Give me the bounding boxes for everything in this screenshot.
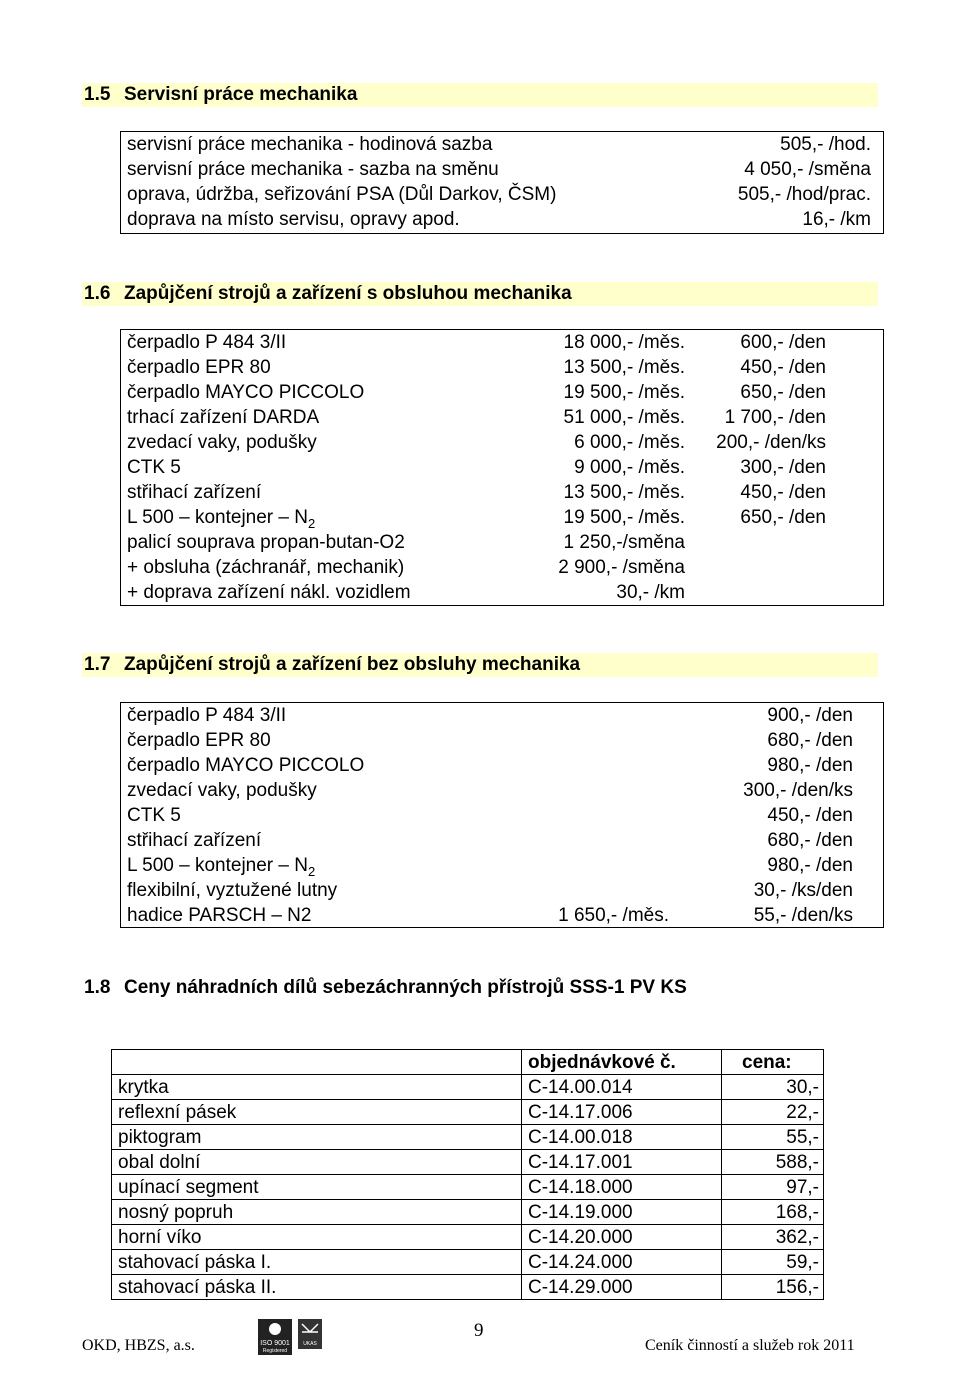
footer-company: OKD, HBZS, a.s. bbox=[82, 1337, 195, 1354]
section-title: Zapůjčení strojů a zařízení bez obsluhy mechanika bbox=[124, 654, 581, 675]
table-row bbox=[121, 505, 883, 530]
daily-price: 980,- /den bbox=[767, 755, 853, 776]
item-label bbox=[127, 580, 411, 605]
table-row bbox=[121, 405, 883, 430]
section-number: 1.8 bbox=[84, 977, 111, 998]
item-label-text: + doprava zařízení nákl. vozidlem bbox=[127, 582, 411, 603]
item-label-text: zvedací vaky, podušky bbox=[127, 432, 317, 453]
section-number: 1.7 bbox=[84, 654, 111, 675]
part-name: stahovací páska I. bbox=[112, 1250, 522, 1275]
part-price: 55,- bbox=[722, 1125, 824, 1150]
item-label bbox=[127, 405, 319, 430]
table-row bbox=[121, 355, 883, 380]
item-label bbox=[127, 330, 286, 355]
item-label-text: L 500 – kontejner – N bbox=[127, 507, 308, 528]
part-code: C-14.19.000 bbox=[522, 1200, 722, 1225]
table-row bbox=[121, 207, 883, 232]
part-code: C-14.00.018 bbox=[522, 1125, 722, 1150]
part-name: stahovací páska II. bbox=[112, 1275, 522, 1300]
item-label bbox=[127, 778, 317, 803]
service-label: servisní práce mechanika - sazba na směnu bbox=[127, 159, 499, 180]
table-row bbox=[121, 828, 883, 853]
header-code: objednávkové č. bbox=[522, 1050, 722, 1075]
item-label bbox=[127, 380, 364, 405]
section-1-8-header bbox=[82, 976, 878, 1000]
item-label-text: čerpadlo EPR 80 bbox=[127, 357, 271, 378]
item-label-subscript: 2 bbox=[307, 515, 316, 531]
item-label bbox=[127, 455, 181, 480]
section-title: Ceny náhradních dílů sebezáchranných přístrojů SSS-1 PV KS bbox=[124, 977, 687, 998]
part-price: 168,- bbox=[722, 1200, 824, 1225]
item-label-text: L 500 – kontejner – N bbox=[127, 855, 308, 876]
daily-price: 650,- /den bbox=[740, 382, 826, 403]
table-row bbox=[121, 778, 883, 803]
daily-price: 30,- /ks/den bbox=[753, 880, 853, 901]
item-label bbox=[127, 878, 337, 903]
item-label-text: čerpadlo EPR 80 bbox=[127, 730, 271, 751]
item-label-text: čerpadlo P 484 3/II bbox=[127, 332, 287, 353]
page-number: 9 bbox=[474, 1320, 484, 1341]
monthly-price: 6 000,- /měs. bbox=[574, 432, 685, 453]
table-row bbox=[121, 132, 883, 157]
item-label bbox=[127, 480, 261, 505]
part-code: C-14.29.000 bbox=[522, 1275, 722, 1300]
item-label-text: zvedací vaky, podušky bbox=[127, 780, 317, 801]
monthly-price: 13 500,- /měs. bbox=[563, 357, 685, 378]
daily-price: 450,- /den bbox=[740, 357, 826, 378]
item-label-text: trhací zařízení DARDA bbox=[127, 407, 320, 428]
daily-price: 450,- /den bbox=[767, 805, 853, 826]
daily-price: 1 700,- /den bbox=[724, 407, 826, 428]
section-1-5-header bbox=[82, 83, 878, 107]
table-row bbox=[112, 1100, 824, 1125]
table-row bbox=[121, 380, 883, 405]
monthly-price: 1 650,- /měs. bbox=[558, 905, 669, 926]
footer-document-title: Ceník činností a služeb rok 2011 bbox=[645, 1337, 855, 1354]
part-name: upínací segment bbox=[112, 1175, 522, 1200]
table-row bbox=[121, 182, 883, 207]
part-name: reflexní pásek bbox=[112, 1100, 522, 1125]
item-label bbox=[127, 753, 364, 778]
monthly-price: 19 500,- /měs. bbox=[563, 382, 685, 403]
part-code: C-14.17.001 bbox=[522, 1150, 722, 1175]
table-row bbox=[121, 480, 883, 505]
item-label-text: čerpadlo P 484 3/II bbox=[127, 705, 287, 726]
daily-price: 200,- /den/ks bbox=[716, 432, 826, 453]
item-label-text: čerpadlo MAYCO PICCOLO bbox=[127, 382, 365, 403]
item-label bbox=[127, 555, 404, 580]
table-row bbox=[121, 455, 883, 480]
monthly-price: 13 500,- /měs. bbox=[563, 482, 685, 503]
table-row bbox=[121, 330, 883, 355]
monthly-price: 30,- /km bbox=[616, 582, 685, 603]
part-code: C-14.00.014 bbox=[522, 1075, 722, 1100]
table-row bbox=[112, 1125, 824, 1150]
item-label bbox=[127, 703, 286, 728]
daily-price: 680,- /den bbox=[767, 730, 853, 751]
item-label-text: palicí souprava propan-butan-O2 bbox=[127, 532, 405, 553]
service-price: 505,- /hod. bbox=[780, 134, 871, 155]
monthly-price: 9 000,- /měs. bbox=[574, 457, 685, 478]
logo-iso-text: ISO 9001 bbox=[260, 1340, 290, 1347]
table-row bbox=[121, 853, 883, 878]
part-code: C-14.20.000 bbox=[522, 1225, 722, 1250]
logo-ukas-text: UKAS bbox=[303, 1341, 317, 1347]
service-label: servisní práce mechanika - hodinová sazba bbox=[127, 134, 493, 155]
monthly-price: 19 500,- /měs. bbox=[563, 507, 685, 528]
table-row bbox=[121, 878, 883, 903]
item-label-text: CTK 5 bbox=[127, 805, 181, 826]
part-price: 588,- bbox=[722, 1150, 824, 1175]
table-row bbox=[112, 1275, 824, 1300]
item-label-text: hadice PARSCH – N2 bbox=[127, 905, 312, 926]
item-label bbox=[127, 530, 405, 555]
service-price: 505,- /hod/prac. bbox=[737, 184, 871, 205]
part-name: horní víko bbox=[112, 1225, 522, 1250]
logo-registered-text: Registered bbox=[262, 1348, 288, 1354]
table-row bbox=[112, 1200, 824, 1225]
rental-with-operator-table bbox=[120, 329, 884, 606]
table-row bbox=[112, 1225, 824, 1250]
daily-price: 980,- /den bbox=[767, 855, 853, 876]
item-label bbox=[127, 728, 271, 753]
part-price: 30,- bbox=[722, 1075, 824, 1100]
item-label-text: střihací zařízení bbox=[127, 482, 262, 503]
header-label bbox=[112, 1050, 522, 1075]
table-row bbox=[121, 580, 883, 605]
item-label-text: CTK 5 bbox=[127, 457, 181, 478]
header-price: cena: bbox=[722, 1050, 824, 1075]
table-row bbox=[112, 1150, 824, 1175]
section-title: Servisní práce mechanika bbox=[124, 84, 358, 105]
table-row bbox=[121, 555, 883, 580]
monthly-price: 2 900,- /směna bbox=[558, 557, 685, 578]
daily-price: 680,- /den bbox=[767, 830, 853, 851]
section-1-6-header bbox=[82, 282, 878, 306]
part-code: C-14.18.000 bbox=[522, 1175, 722, 1200]
item-label-text: čerpadlo MAYCO PICCOLO bbox=[127, 755, 365, 776]
monthly-price: 18 000,- /měs. bbox=[563, 332, 685, 353]
item-label bbox=[127, 903, 311, 928]
monthly-price: 51 000,- /měs. bbox=[563, 407, 685, 428]
spare-parts-table bbox=[111, 1049, 824, 1300]
part-price: 156,- bbox=[722, 1275, 824, 1300]
table-row bbox=[112, 1075, 824, 1100]
item-label bbox=[127, 430, 317, 455]
table-row bbox=[121, 157, 883, 182]
part-price: 59,- bbox=[722, 1250, 824, 1275]
service-label: doprava na místo servisu, opravy apod. bbox=[127, 209, 460, 230]
service-table bbox=[120, 131, 884, 234]
section-number: 1.5 bbox=[84, 84, 111, 105]
part-price: 362,- bbox=[722, 1225, 824, 1250]
table-row bbox=[121, 530, 883, 555]
table-row bbox=[121, 803, 883, 828]
iso-certification-logo bbox=[258, 1318, 328, 1360]
table-row bbox=[121, 753, 883, 778]
part-name: piktogram bbox=[112, 1125, 522, 1150]
table-header-row bbox=[112, 1050, 824, 1075]
daily-price: 650,- /den bbox=[740, 507, 826, 528]
part-name: obal dolní bbox=[112, 1150, 522, 1175]
daily-price: 300,- /den/ks bbox=[743, 780, 853, 801]
daily-price: 900,- /den bbox=[767, 705, 853, 726]
daily-price: 300,- /den bbox=[740, 457, 826, 478]
daily-price: 600,- /den bbox=[740, 332, 826, 353]
part-name: krytka bbox=[112, 1075, 522, 1100]
part-code: C-14.24.000 bbox=[522, 1250, 722, 1275]
item-label bbox=[127, 803, 181, 828]
item-label-text: + obsluha (záchranář, mechanik) bbox=[127, 557, 405, 578]
monthly-price: 1 250,-/směna bbox=[563, 532, 685, 553]
item-label-subscript: 2 bbox=[307, 863, 316, 879]
part-code: C-14.17.006 bbox=[522, 1100, 722, 1125]
daily-price: 450,- /den bbox=[740, 482, 826, 503]
section-title: Zapůjčení strojů a zařízení s obsluhou mechanika bbox=[124, 283, 572, 304]
item-label-text: flexibilní, vyztužené lutny bbox=[127, 880, 338, 901]
item-label bbox=[127, 355, 271, 380]
item-label-text: střihací zařízení bbox=[127, 830, 262, 851]
part-name: nosný popruh bbox=[112, 1200, 522, 1225]
service-label: oprava, údržba, seřizování PSA (Důl Darkov, ČSM) bbox=[127, 184, 557, 205]
part-price: 22,- bbox=[722, 1100, 824, 1125]
table-row bbox=[121, 703, 883, 728]
table-row bbox=[121, 430, 883, 455]
daily-price: 55,- /den/ks bbox=[753, 905, 853, 926]
table-row bbox=[112, 1250, 824, 1275]
service-price: 4 050,- /směna bbox=[744, 159, 871, 180]
part-price: 97,- bbox=[722, 1175, 824, 1200]
table-row bbox=[121, 728, 883, 753]
table-row bbox=[121, 903, 883, 928]
item-label bbox=[127, 828, 261, 853]
table-row bbox=[112, 1175, 824, 1200]
rental-without-operator-table bbox=[120, 702, 884, 928]
service-price: 16,- /km bbox=[802, 209, 871, 230]
section-1-7-header bbox=[82, 653, 878, 677]
section-number: 1.6 bbox=[84, 283, 111, 304]
